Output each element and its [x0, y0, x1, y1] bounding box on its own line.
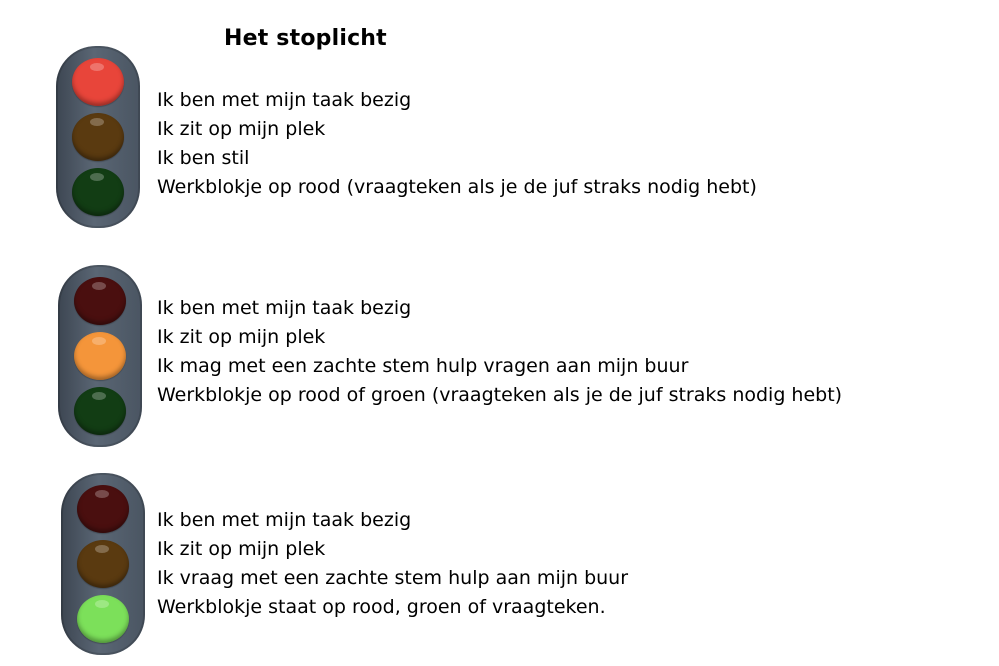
- green-lamp: [74, 387, 126, 435]
- rule-line: Werkblokje op rood of groen (vraagteken als je de juf straks nodig hebt): [157, 384, 843, 406]
- page-title: Het stoplicht: [224, 26, 387, 51]
- rules-list-green: [157, 506, 628, 622]
- rule-line: Ik ben met mijn taak bezig: [157, 297, 412, 319]
- amber-lamp: [72, 113, 124, 161]
- red-lamp: [77, 485, 129, 533]
- rule-line: Ik ben met mijn taak bezig: [157, 509, 412, 531]
- rule-line: Ik zit op mijn plek: [157, 118, 326, 140]
- rule-line: Ik zit op mijn plek: [157, 538, 326, 560]
- amber-lamp: [77, 540, 129, 588]
- rules-list-amber: [157, 294, 842, 410]
- traffic-light-amber-icon: [58, 265, 142, 447]
- rule-line: Ik zit op mijn plek: [157, 326, 326, 348]
- rule-line: Ik mag met een zachte stem hulp vragen aan mijn buur: [157, 355, 689, 377]
- rule-line: Ik ben met mijn taak bezig: [157, 89, 412, 111]
- amber-lamp: [74, 332, 126, 380]
- traffic-light-green-icon: [61, 473, 145, 655]
- rule-line: Ik ben stil: [157, 147, 250, 169]
- red-lamp: [74, 277, 126, 325]
- red-lamp: [72, 58, 124, 106]
- rules-list-red: [157, 86, 757, 202]
- green-lamp: [77, 595, 129, 643]
- traffic-light-red-icon: [56, 46, 140, 228]
- green-lamp: [72, 168, 124, 216]
- rule-line: Ik vraag met een zachte stem hulp aan mijn buur: [157, 567, 629, 589]
- rule-line: Werkblokje staat op rood, groen of vraagteken.: [157, 596, 606, 618]
- rule-line: Werkblokje op rood (vraagteken als je de juf straks nodig hebt): [157, 176, 757, 198]
